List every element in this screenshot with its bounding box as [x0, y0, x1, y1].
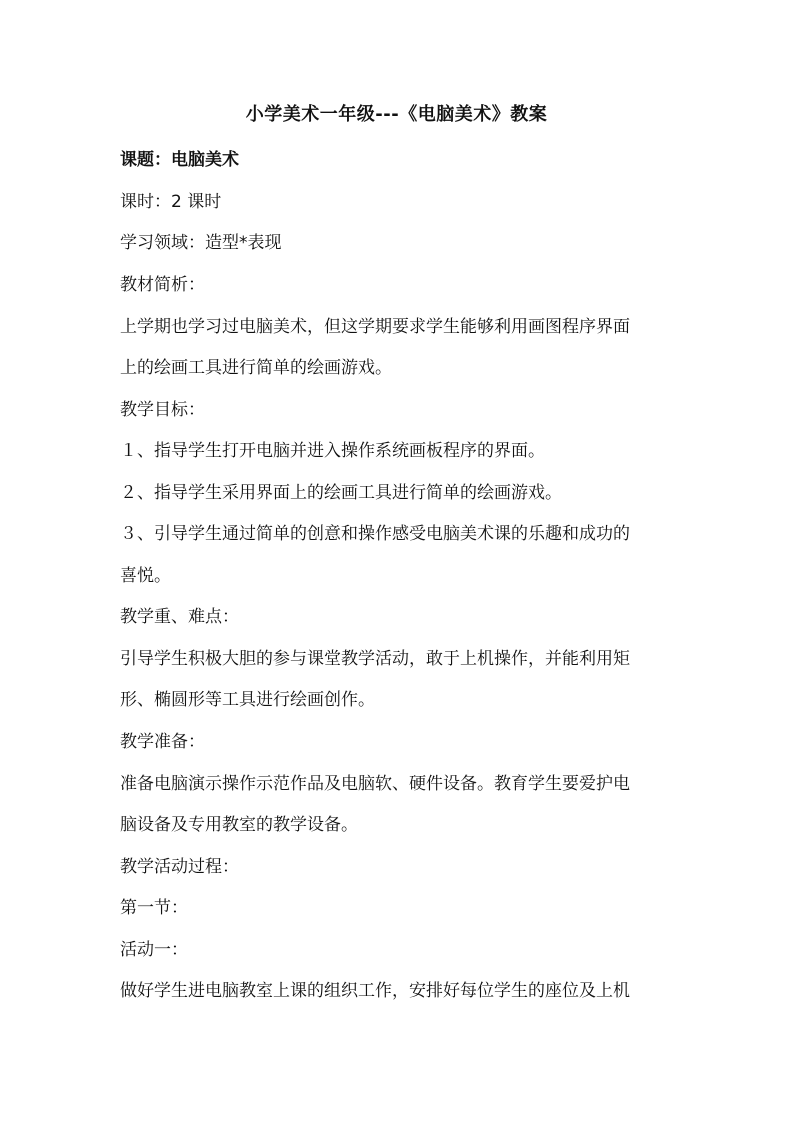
goal-item-3: ３、引导学生通过简单的创意和操作感受电脑美术课的乐趣和成功的	[120, 524, 630, 544]
goal-item-3-continued: 喜悦。	[120, 566, 171, 586]
learning-area-line: 学习领域：造型*表现	[120, 233, 282, 253]
key-points-heading: 教学重、难点：	[120, 607, 239, 627]
teaching-goals-heading: 教学目标：	[120, 400, 205, 420]
paragraph-line: 形、椭圆形等工具进行绘画创作。	[120, 690, 375, 710]
teaching-preparation-heading: 教学准备：	[120, 732, 205, 752]
paragraph-line: 准备电脑演示操作示范作品及电脑软、硬件设备。教育学生要爱护电	[120, 774, 630, 794]
goal-item-1: １、指导学生打开电脑并进入操作系统画板程序的界面。	[120, 441, 545, 461]
paragraph-line: 上学期也学习过电脑美术，但这学期要求学生能够利用画图程序界面	[120, 317, 630, 337]
material-analysis-heading: 教材简析：	[120, 275, 205, 295]
document-title: 小学美术一年级---《电脑美术》教案	[245, 104, 548, 125]
section-heading: 第一节：	[120, 898, 188, 918]
paragraph-line: 引导学生积极大胆的参与课堂教学活动，敢于上机操作，并能利用矩	[120, 649, 630, 669]
paragraph-line: 上的绘画工具进行简单的绘画游戏。	[120, 358, 392, 378]
paragraph-line: 做好学生进电脑教室上课的组织工作，安排好每位学生的座位及上机	[120, 981, 630, 1001]
paragraph-line: 脑设备及专用教室的教学设备。	[120, 815, 358, 835]
lesson-topic-line: 课题：电脑美术	[120, 150, 239, 170]
goal-item-2: ２、指导学生采用界面上的绘画工具进行简单的绘画游戏。	[120, 483, 562, 503]
teaching-process-heading: 教学活动过程：	[120, 857, 239, 877]
activity-heading: 活动一：	[120, 940, 188, 960]
lesson-hours-line: 课时：2 课时	[120, 192, 222, 212]
